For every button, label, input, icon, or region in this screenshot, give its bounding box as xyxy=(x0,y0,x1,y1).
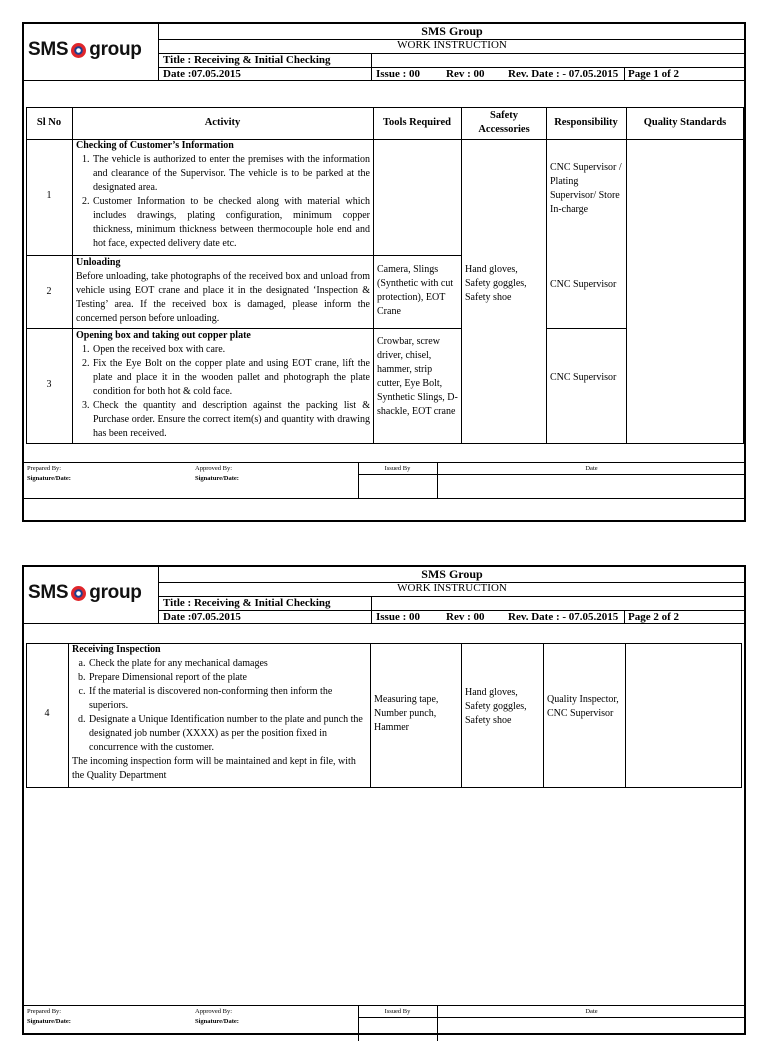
doc-issue: Issue : 00 xyxy=(376,68,421,80)
doc-type: WORK INSTRUCTION xyxy=(397,39,507,51)
doc-rev-date: Rev. Date : - 07.05.2015 xyxy=(508,68,619,80)
row-3-activity: Opening box and taking out copper plate 1. Open the received box with care. 2. Fix the Eye Bolt on the copper plate and using EOT crane, lift the plate and place it in the wooden pallet and photograph the plate condition for both hot & cold face. 3. Check the quantity and description against the packing list & Purchase order. Ensure the correct item(s) and quantity with drawing has been received. xyxy=(76,329,370,441)
doc-rev: Rev : 00 xyxy=(446,611,485,623)
company-logo: SMS group xyxy=(28,39,142,60)
page-number: Page 1 of 2 xyxy=(628,68,680,80)
row-4-number: 4 xyxy=(44,708,50,719)
row-4-activity: Receiving Inspection a. Check the plate for any mechanical damages b. Prepare Dimensional report of the plate c. If the material is discovered non-conforming then inform the superiors. d. Designate a Unique Identification number to the plate and punch the designated job number (XXXX) as per the position fixed in concurrence with the customer. The incoming inspection form will be maintained and kept in file, with the Quality Department xyxy=(72,643,364,783)
prepared-by-label: Prepared By: xyxy=(27,465,62,472)
issued-by-label: Issued By xyxy=(384,465,411,472)
doc-rev: Rev : 00 xyxy=(446,68,485,80)
document-page-1 xyxy=(22,22,746,522)
col-activity: Activity xyxy=(204,117,241,128)
prepared-signature-label: Signature/Date: xyxy=(27,475,71,482)
row-2-activity: Unloading Before unloading, take photographs of the received box and unload from vehicle using EOT crane and place it in the designated ‘Inspection & Testing’ area. If the received box is damaged, please inform the concerned person before unloading. xyxy=(76,257,370,324)
prepared-signature-label: Signature/Date: xyxy=(27,1018,71,1025)
row-1-number: 1 xyxy=(46,190,52,201)
col-safety: Safety Accessories xyxy=(478,110,530,135)
document-page-2 xyxy=(22,565,746,1035)
doc-title: Title : Receiving & Initial Checking xyxy=(163,54,331,66)
row-1-activity: Checking of Customer’s Information 1. The vehicle is authorized to enter the premises with the information and clearance of the Supervisor. The vehicle is to be parked at the designated area. 2. Customer Information to be checked along with material which includes drawings, plating configuration, minimum copper thickness, minimum thickness between thermocouple hole end and hot face, expected delivery date etc. xyxy=(76,139,370,251)
row-4-safety: Hand gloves, Safety goggles, Safety shoe xyxy=(465,687,527,726)
company-name: SMS Group xyxy=(421,567,483,581)
row-2-number: 2 xyxy=(46,286,52,297)
row-1-responsibility: CNC Supervisor / Plating Supervisor/ Store In-charge xyxy=(550,162,622,215)
row-2-tools: Camera, Slings (Synthetic with cut protection), EOT Crane xyxy=(377,264,454,317)
col-sl-no: Sl No xyxy=(36,117,62,128)
approved-by-label: Approved By: xyxy=(195,465,233,472)
row-3-responsibility: CNC Supervisor xyxy=(550,372,617,383)
doc-date: Date :07.05.2015 xyxy=(163,611,241,623)
row-3-tools: Crowbar, screw driver, chisel, hammer, strip cutter, Eye Bolt, Synthetic Slings, D-shackle, EOT crane xyxy=(377,336,458,417)
doc-type: WORK INSTRUCTION xyxy=(397,582,507,594)
doc-rev-date: Rev. Date : - 07.05.2015 xyxy=(508,611,619,623)
sms-ring-icon xyxy=(71,586,86,601)
doc-title: Title : Receiving & Initial Checking xyxy=(163,597,331,609)
sms-ring-icon xyxy=(71,43,86,58)
col-quality: Quality Standards xyxy=(643,117,727,128)
issued-by-label: Issued By xyxy=(384,1008,411,1015)
page-number: Page 2 of 2 xyxy=(628,611,680,623)
company-logo: SMS group xyxy=(28,582,142,603)
doc-date: Date :07.05.2015 xyxy=(163,68,241,80)
approved-signature-label: Signature/Date: xyxy=(195,1018,239,1025)
approved-by-label: Approved By: xyxy=(195,1008,233,1015)
date-label: Date xyxy=(585,465,598,472)
row-2-responsibility: CNC Supervisor xyxy=(550,279,617,290)
doc-issue: Issue : 00 xyxy=(376,611,421,623)
row-4-responsibility: Quality Inspector, CNC Supervisor xyxy=(547,694,619,719)
company-name: SMS Group xyxy=(421,24,483,38)
row-4-tools: Measuring tape, Number punch, Hammer xyxy=(374,694,439,733)
col-responsibility: Responsibility xyxy=(554,117,618,128)
safety-accessories-shared: Hand gloves, Safety goggles, Safety shoe xyxy=(465,264,527,303)
prepared-by-label: Prepared By: xyxy=(27,1008,62,1015)
col-tools: Tools Required xyxy=(383,117,451,128)
date-label: Date xyxy=(585,1008,598,1015)
row-3-number: 3 xyxy=(46,379,52,390)
approved-signature-label: Signature/Date: xyxy=(195,475,239,482)
